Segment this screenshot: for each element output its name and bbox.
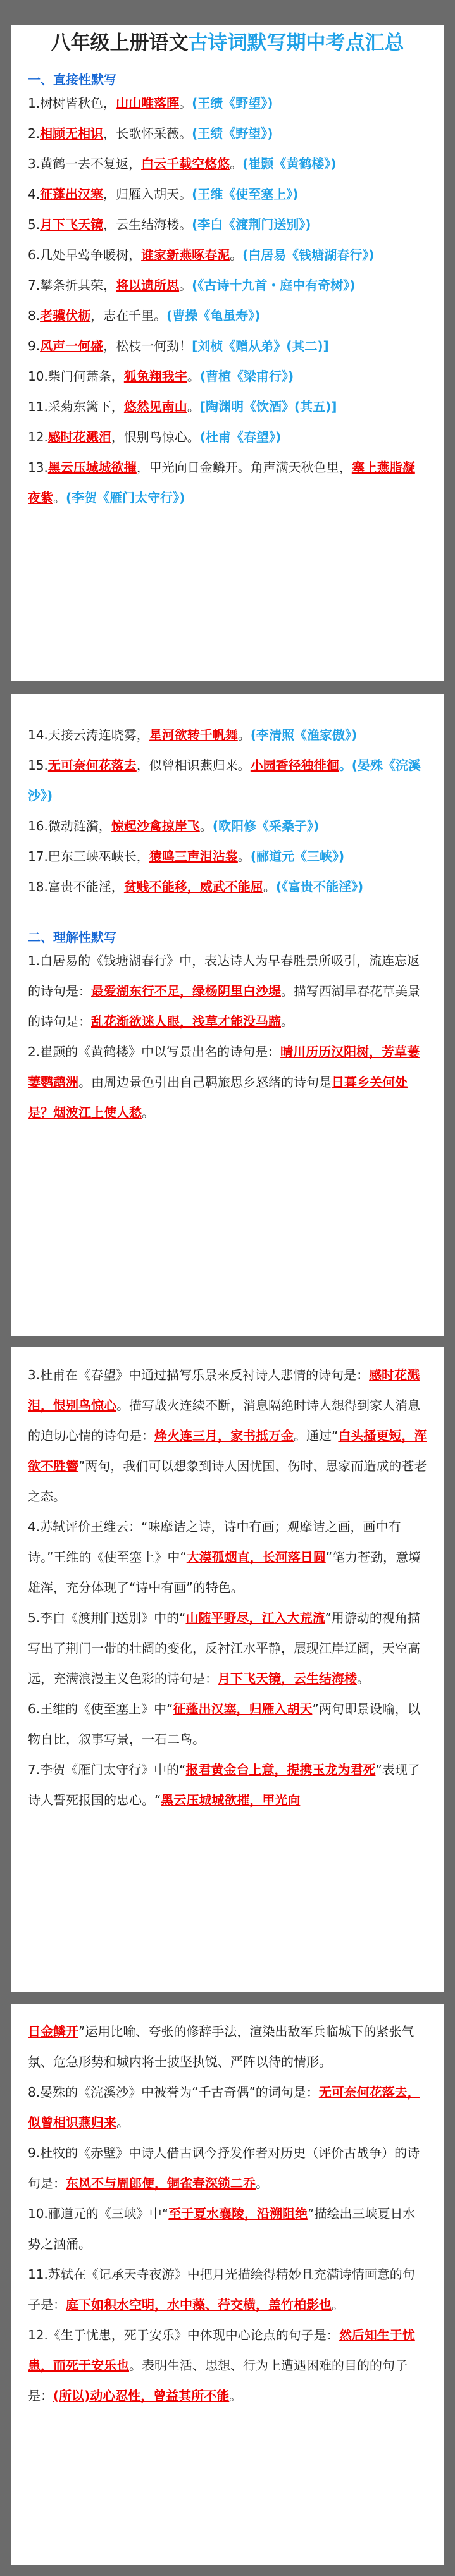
question-8: 8.老骥伏枥，志在千里。(曹操《龟虽寿》) xyxy=(28,308,261,323)
question-3: 3.黄鹤一去不复返，白云千载空悠悠。(崔颢《黄鹤楼》) xyxy=(28,156,337,171)
title-prefix: 八年级上册语文 xyxy=(51,32,189,54)
section-heading-2: 二、理解性默写 xyxy=(28,930,116,945)
understanding-7-cont: 日金鳞开”运用比喻、夸张的修辞手法，渲染出敌军兵临城下的紧张气氛、危急形势和城内将士披坚执锐、严阵以待的情形。 xyxy=(28,2024,414,2069)
question-list xyxy=(28,88,427,452)
question-13: 13.黑云压城城欲摧，甲光向日金鳞开。角声满天秋色里，塞上燕脂凝夜紫。(李贺《雁门太守行》) xyxy=(28,460,415,505)
understanding-9: 9.杜牧的《赤壁》中诗人借古讽今抒发作者对历史（评价古战争）的诗句是：东风不与周郎便，铜雀春深锁二乔。 xyxy=(28,2145,420,2191)
question-1: 1.树树皆秋色，山山唯落晖。(王绩《野望》) xyxy=(28,96,273,111)
understanding-4: 4.苏轼评价王维云：“味摩诘之诗，诗中有画；观摩诘之画，画中有诗。”王维的《使至塞上》中“大漠孤烟直，长河落日圆”笔力苍劲，意境雄浑，充分体现了“诗中有画”的特色。 xyxy=(28,1519,421,1595)
understanding-5: 5.李白《渡荆门送别》中的“山随平野尽，江入大荒流”用游动的视角描写出了荆门一带的壮阔的变化，反衬江水平静，展现江岸辽阔，天空高远，充满浪漫主义色彩的诗句是：月下飞天镜，云生结海楼。 xyxy=(28,1610,420,1686)
question-4: 4.征蓬出汉塞，归雁入胡天。(王维《使至塞上》) xyxy=(28,187,299,202)
question-10: 10.柴门何萧条，狐兔翔我宇。(曹植《梁甫行》) xyxy=(28,369,294,384)
understanding-8: 8.晏殊的《浣溪沙》中被誉为“千古奇偶”的词句是：无可奈何花落去，似曾相识燕归来。 xyxy=(28,2085,420,2130)
question-12: 12.感时花溅泪，恨别鸟惊心。(杜甫《春望》) xyxy=(28,429,282,445)
question-14: 14.天接云涛连晓雾，星河欲转千帆舞。(李清照《渔家傲》) xyxy=(28,727,358,743)
question-9: 9.风声一何盛，松枝一何劲！[刘桢《赠从弟》(其二)] xyxy=(28,338,329,354)
question-16: 16.微动涟漪，惊起沙禽掠岸飞。(欧阳修《采桑子》) xyxy=(28,818,320,834)
understanding-1: 1.白居易的《钱塘湖春行》中，表达诗人为早春胜景所吸引，流连忘返的诗句是：最爱湖东行不足，绿杨阴里白沙堤。描写西湖早春花草美景的诗句是：乱花渐欲迷人眼，浅草才能没马蹄。 xyxy=(28,953,420,1029)
question-6: 6.几处早莺争暖树，谁家新燕啄春泥。(白居易《钱塘湖春行》) xyxy=(28,247,375,262)
card-section-three xyxy=(11,1347,444,1992)
question-5: 5.月下飞天镜，云生结海楼。(李白《渡荆门送别》) xyxy=(28,217,311,232)
understanding-2: 2.崔颢的《黄鹤楼》中以写景出名的诗句是：晴川历历汉阳树，芳草萋萋鹦鹉洲。由周边景色引出自己羁旅思乡怒绪的诗句是日暮乡关何处是？烟波江上使人愁。 xyxy=(28,1044,420,1120)
understanding-12: 12.《生于忧患，死于安乐》中体现中心论点的句子是：然后知生于忧患，而死于安乐也。表明生活、思想、行为上遭遇困难的目的的句子是：(所以)动心忍性，曾益其所不能。 xyxy=(28,2327,415,2403)
question-15: 15.无可奈何花落去，似曾相识燕归来。小园香径独徘徊。(晏殊《浣溪沙》) xyxy=(28,758,421,803)
understanding-6: 6.王维的《使至塞上》中“征蓬出汉塞，归雁入胡天”两句即景设喻，以物自比，叙事写景，一石二鸟。 xyxy=(28,1701,420,1747)
section-heading: 一、直接性默写 xyxy=(28,72,116,87)
question-11: 11.采菊东篱下，悠然见南山。[陶渊明《饮酒》(其五)] xyxy=(28,399,337,414)
card-section-four xyxy=(11,2004,444,2565)
question-7: 7.攀条折其荣，将以遗所思。(《古诗十九首・庭中有奇树》) xyxy=(28,278,356,293)
title-highlight: 古诗词默写期中考点汇总 xyxy=(188,32,404,54)
question-18: 18.富贵不能淫，贫贱不能移，威武不能屈。(《富贵不能淫》) xyxy=(28,879,364,894)
understanding-3: 3.杜甫在《春望》中通过描写乐景来反衬诗人悲情的诗句是：感时花溅泪，恨别鸟惊心。描写战火连续不断，消息隔绝时诗人想得到家人消息的迫切心情的诗句是：烽火连三月，家书抵万金。通过“白头搔更短，浑欲不胜簪”两句，我们可以想象到诗人因忧国、伤时、思家而造成的苍老之态。 xyxy=(28,1367,427,1504)
understanding-7: 7.李贺《雁门太守行》中的“报君黄金台上意，提携玉龙为君死”表现了诗人誓死报国的忠心。“黑云压城城欲摧，甲光向 xyxy=(28,1762,420,1808)
question-2: 2.相顾无相识，长歌怀采薇。(王绩《野望》) xyxy=(28,126,273,141)
understanding-10: 10.郦道元的《三峡》中“至于夏水襄陵，沿溯阻绝”描绘出三峡夏日水势之汹涌。 xyxy=(28,2206,416,2252)
card-section-one xyxy=(11,25,444,681)
question-17: 17.巴东三峡巫峡长，猿鸣三声泪沾裳。(郦道元《三峡》) xyxy=(28,849,345,864)
card-section-two xyxy=(11,694,444,1336)
understanding-11: 11.苏轼在《记承天寺夜游》中把月光描绘得精妙且充满诗情画意的句子是：庭下如积水空明，水中藻、荇交横，盖竹柏影也。 xyxy=(28,2267,415,2312)
page-title xyxy=(28,25,427,61)
